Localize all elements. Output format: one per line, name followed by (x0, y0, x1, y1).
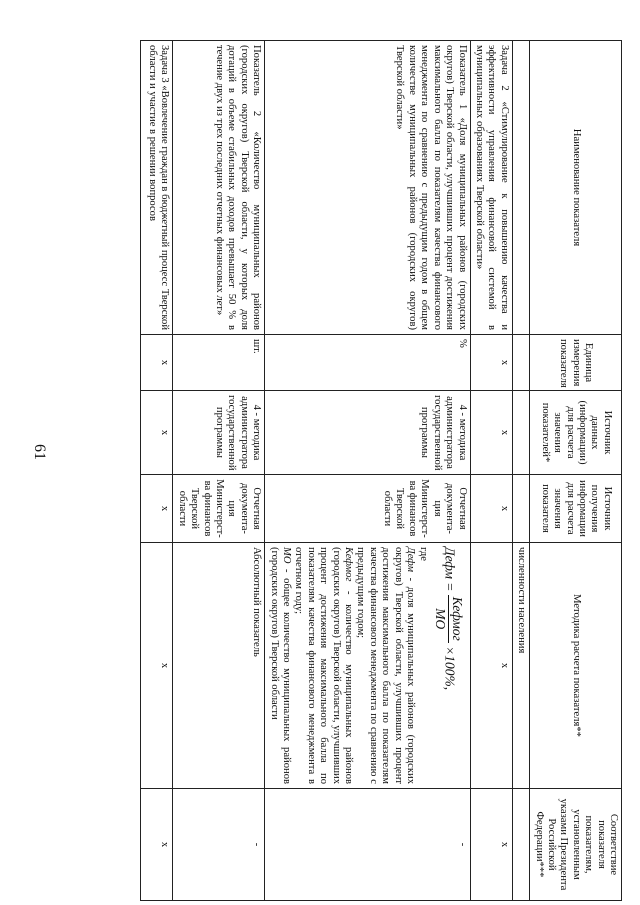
indicator2-decree: - (173, 789, 265, 901)
table-row-indicator1 (265, 41, 470, 901)
task3-method: х (141, 543, 173, 789)
indicator1-unit: % (265, 335, 470, 391)
task2-name: Задача 2 «Стимулирование к повышению качества и эффективности управления финансовой системой в муниципальных образованиях Тверской области» (470, 41, 512, 335)
task3-decree: х (141, 789, 173, 901)
task3-name: Задача 3 «Вовлечение граждан в бюджетный процесс Тверской области и участие в решении вопросов (141, 41, 173, 335)
header-decree-compliance: Соответствие показателя показателям, установленным указами Президента Российской Федерации*** (530, 789, 622, 901)
header-method: Методика расчета показателя** (530, 543, 622, 789)
task2-source-info: х (470, 475, 512, 543)
formula-def-2: Кефмог - количество муниципальных районов (городских округов) Тверской области, улучшивших процент достижения максимального балла по показателям качества финансового менеджмента в отчетном году; (293, 547, 355, 784)
table-row (512, 41, 529, 901)
task3-source-info: х (141, 475, 173, 543)
table-row-task3 (141, 41, 173, 901)
task2-decree: х (470, 789, 512, 901)
indicator2-source-data: 4 - методика администратора государственной программы (173, 391, 265, 475)
indicators-table (140, 40, 622, 901)
indicator1-source-data: 4 - методика администратора государственной программы (265, 391, 470, 475)
indicator2-source-info: Отчетная документа-ция Министерст-ва финансов Тверской области (173, 475, 265, 543)
task3-source-data: х (141, 391, 173, 475)
indicator1-formula: Дефм = Кефмог МО ×100%, (432, 547, 465, 691)
indicator1-method (265, 543, 470, 789)
indicator2-name: Показатель 2 «Количество муниципальных районов (городских округов) Тверской области, у которых доля дотаций в объеме стабильных доходов превышает 50 % в течение двух из трех последних отчетных финансовых лет» (173, 41, 265, 335)
task2-source-data: х (470, 391, 512, 475)
header-info-source: Источник получения информации для расчета значения показателя (530, 475, 622, 543)
indicator2-unit: шт. (173, 335, 265, 391)
header-data-source: Источник данных (информации) для расчета значения показателей* (530, 391, 622, 475)
header-unit: Единица измерения показателя (530, 335, 622, 391)
table-row-indicator2 (173, 41, 265, 901)
indicator2-method: Абсолютный показатель (173, 543, 265, 789)
indicator1-source-info: Отчетная документа-ция Министерст-ва финансов Тверской области (265, 475, 470, 543)
header-indicator-name: Наименование показателя (530, 41, 622, 335)
page-number: 61 (31, 444, 48, 460)
indicators-table-container (147, 40, 622, 900)
table-header-row (530, 41, 622, 901)
table-row-task2 (470, 41, 512, 901)
indicator1-decree: - (265, 789, 470, 901)
formula-def-1: Дефм - доля муниципальных районов (городских округов) Тверской области, улучшивших процент достижения максимального балла по показателям качества финансового менеджмента по сравнению с предыдущим годом; (355, 547, 417, 784)
formula-where: где (417, 547, 429, 561)
formula-def-3: МО - общее количество муниципальных районов (городских округов) Тверской области (268, 547, 293, 784)
indicator1-name: Показатель 1 «Доля муниципальных районов (городских округов) Тверской области, улучшивших процент достижения максимального балла по показателям качества финансового менеджмента по сравнению с предыдущим годом в общем количестве муниципальных районов (городских округов) Тверской области» (265, 41, 470, 335)
task2-method: х (470, 543, 512, 789)
continuation-text: численности населения (512, 543, 529, 789)
formula-fraction: Кефмог МО (432, 596, 465, 641)
task2-unit: х (470, 335, 512, 391)
task3-unit: х (141, 335, 173, 391)
